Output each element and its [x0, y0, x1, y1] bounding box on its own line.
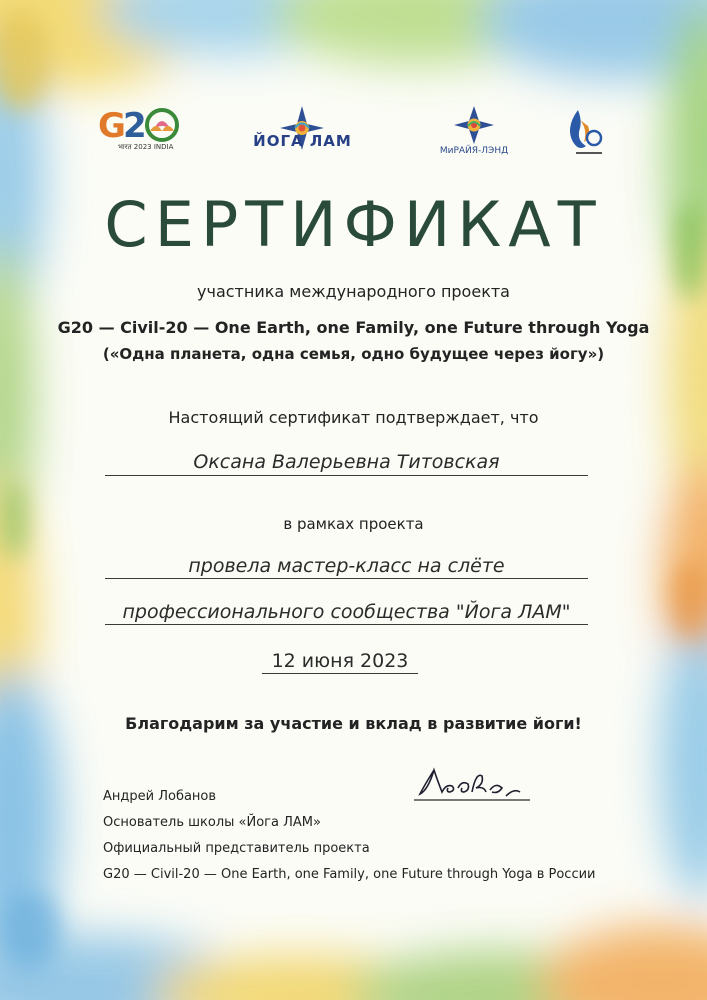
svg-text:2: 2	[123, 106, 147, 145]
miraya-text: МиРАЙЯ-ЛЭНД	[439, 146, 509, 156]
recipient-name: Оксана Валерьевна Титовская	[105, 451, 588, 476]
c20-logo	[562, 106, 612, 160]
svg-text:G: G	[98, 106, 126, 145]
signatory-role: Основатель школы «Йога ЛАМ»	[103, 815, 321, 830]
certificate-title: СЕРТИФИКАТ	[104, 188, 603, 261]
activity-line-2: профессионального сообщества "Йога ЛАМ"	[105, 601, 588, 625]
confirm-text: Настоящий сертификат подтверждает, что	[168, 408, 539, 427]
project-name-ru: («Одна планета, одна семья, одно будущее через йогу»)	[102, 345, 605, 363]
handwritten-signature	[412, 762, 532, 806]
g20-logo	[98, 105, 190, 159]
miraya-star-icon	[424, 104, 524, 148]
miraya-land-logo	[424, 104, 524, 160]
yoga-lam-text: ЙОГА ЛАМ	[253, 132, 352, 150]
g20-caption: भारत 2023 INDIA	[118, 143, 174, 151]
signatory-name: Андрей Лобанов	[103, 789, 217, 804]
project-name: G20 — Civil-20 — One Earth, one Family, one Future through Yoga	[57, 318, 650, 337]
certificate-date: 12 июня 2023	[262, 650, 418, 674]
within-project-text: в рамках проекта	[283, 515, 424, 533]
signatory-project: G20 — Civil-20 — One Earth, one Family, one Future through Yoga в России	[103, 867, 596, 882]
thanks-text: Благодарим за участие и вклад в развитие йоги!	[125, 714, 582, 733]
certificate-subtitle: участника международного проекта	[197, 282, 510, 301]
signatory-representative: Официальный представитель проекта	[103, 841, 370, 856]
c20-flame-icon	[562, 106, 612, 160]
yoga-lam-logo	[240, 104, 365, 156]
activity-line-1: провела мастер-класс на слёте	[105, 555, 588, 579]
g20-lotus-icon	[98, 105, 190, 145]
